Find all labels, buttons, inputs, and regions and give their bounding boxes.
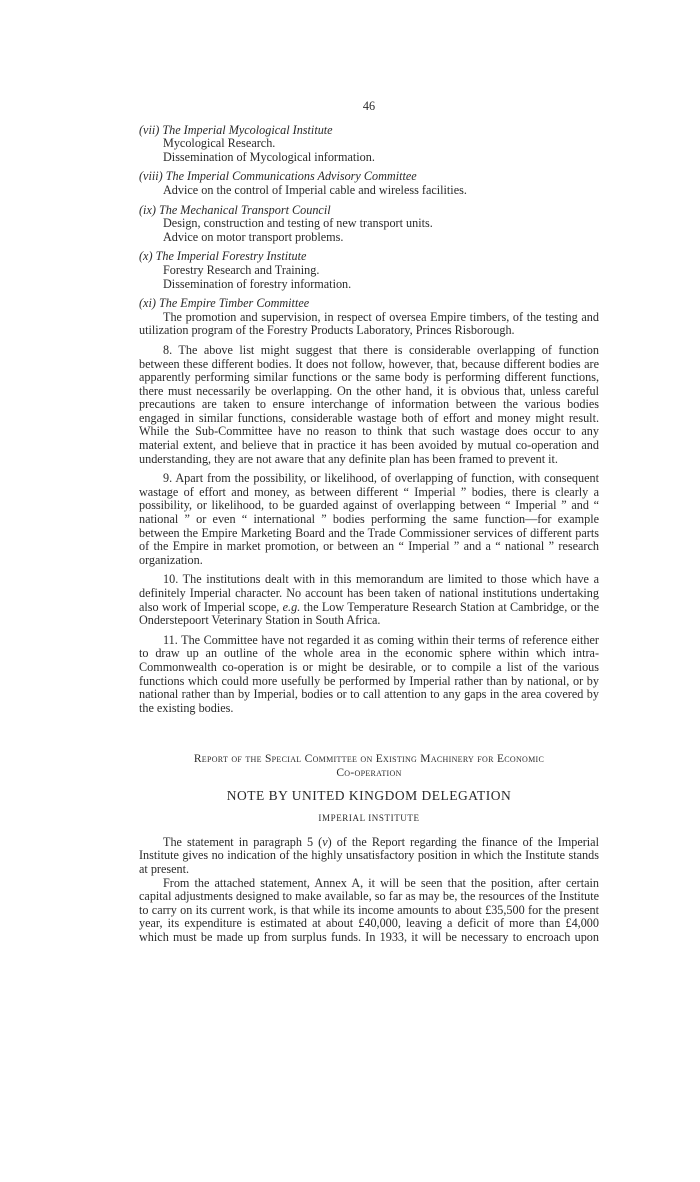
note-heading: NOTE BY UNITED KINGDOM DELEGATION bbox=[226, 787, 512, 803]
paragraph-10 bbox=[139, 573, 599, 627]
report-heading: Report of the Special Committee on Existing Machinery for Economic bbox=[193, 753, 545, 766]
entry-communications-committee bbox=[139, 170, 599, 197]
entry-paragraph: The promotion and supervision, in respect of oversea Empire timbers, of the testing and utilization program of the Forestry Products Laboratory, Princes Risborough. bbox=[139, 309, 599, 338]
paragraph-10-text-b: the Low Temperature Research Station at Cambridge, or the Onderstepoort Veterinary Station in South Africa. bbox=[139, 599, 599, 628]
paragraph-10-eg: e.g. bbox=[282, 599, 301, 614]
report-paragraph-1-v: v bbox=[322, 834, 328, 849]
paragraph-8: 8. The above list might suggest that there is considerable overlapping of function between these different bodies. It does not follow, however, that, because different bodies are apparently performing similar functions or the same body is performing different functions, there must necessarily be overlapping. On the other hand, it is obvious that, unless careful precautions are taken to ensure interchange of information between the various bodies engaged in similar functions, considerable wastage both of effort and money might result. While the Sub-Committee have no reason to think that such wastage does occur to any material extent, and believe that in practice it has been avoided by mutual co-operation and understanding, they are not aware that any definite plan has been framed to prevent it. bbox=[139, 342, 599, 466]
paragraph-9: 9. Apart from the possibility, or likelihood, of overlapping of function, with consequent wastage of effort and money, as between different “ Imperial ” bodies, there is clearly a possibility, or likelihood, to be guarded against of overlapping between “ Imperial ” and “ national ” or even “ international ” bodies performing the same function—for example between the Empire Marketing Board and the Trade Commissioner services of different parts of the Empire in market promotion, or between an “ Imperial ” and a “ national ” research organization. bbox=[139, 471, 599, 567]
entry-title: (ix) The Mechanical Transport Council bbox=[139, 202, 331, 217]
report-paragraph-1-text-b: ) of the Report regarding the finance of the Imperial Institute gives no indication of the highly unsatisfactory position in which the Institute stands at present. bbox=[139, 834, 599, 876]
entry-line: Advice on the control of Imperial cable and wireless facilities. bbox=[163, 182, 467, 197]
entry-title: (x) The Imperial Forestry Institute bbox=[139, 249, 307, 264]
paragraph-11: 11. The Committee have not regarded it as coming within their terms of reference either to draw up an outline of the whole area in the economic sphere within which intra-Commonwealth co-operation is or might be desirable, or to compile a list of the various functions which could more usefully be performed by Imperial rather than by national, or by national rather than by Imperial, bodies or to call attention to any gaps in the area covered by the existing bodies. bbox=[139, 632, 599, 715]
entry-empire-timber-committee bbox=[139, 297, 599, 338]
page-number: 46 bbox=[362, 99, 376, 113]
entry-title: (vii) The Imperial Mycological Institute bbox=[139, 122, 333, 137]
report-paragraph-1 bbox=[139, 836, 599, 877]
report-paragraph-1-text-a: The statement in paragraph 5 ( bbox=[163, 834, 323, 849]
entry-line: Forestry Research and Training. bbox=[163, 262, 320, 277]
paragraph-10-text-a: 10. The institutions dealt with in this memorandum are limited to those which have a definitely Imperial character. No account has been taken of national institutions undertaking also work of Imperial scope, bbox=[139, 572, 599, 614]
entry-line: Mycological Research. bbox=[163, 136, 276, 151]
entry-line: Design, construction and testing of new transport units. bbox=[163, 216, 433, 231]
entry-forestry-institute bbox=[139, 250, 599, 291]
entry-line: Dissemination of Mycological information. bbox=[163, 149, 375, 164]
entry-line: Dissemination of forestry information. bbox=[163, 276, 352, 291]
report-paragraph-2: From the attached statement, Annex A, it will be seen that the position, after certain capital adjustments designed to make available, so far as may be, the resources of the Institute to carry on its current work, is that while its income amounts to about £35,500 for the present year, its expenditure is estimated at about £40,000, leaving a deficit of more than £4,000 which must be made up from surplus funds. In 1933, it will be necessary to encroach upon bbox=[139, 875, 599, 944]
entry-mycological-institute bbox=[139, 124, 599, 165]
document-page bbox=[139, 100, 599, 944]
entry-mechanical-transport-council bbox=[139, 204, 599, 245]
report-heading-continued: Co-operation bbox=[336, 766, 402, 779]
entry-title: (viii) The Imperial Communications Advisory Committee bbox=[139, 169, 417, 184]
section-heading: IMPERIAL INSTITUTE bbox=[318, 813, 420, 824]
entry-line: Advice on motor transport problems. bbox=[163, 229, 344, 244]
entry-title: (xi) The Empire Timber Committee bbox=[139, 296, 310, 311]
